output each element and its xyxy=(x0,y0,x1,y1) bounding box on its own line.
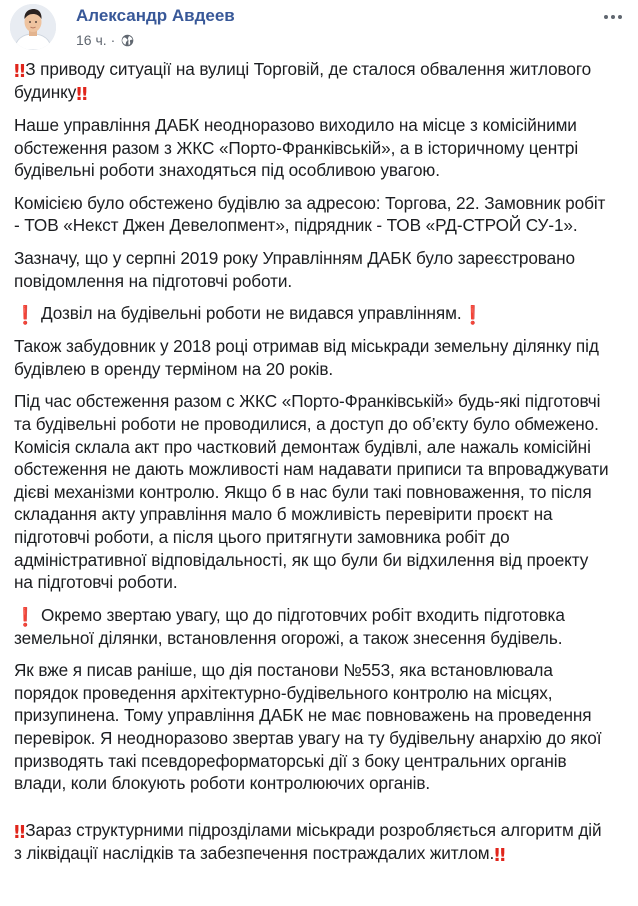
paragraph-resolution: Як вже я писав раніше, що дія постанови №553, яка встановлювала порядок проведення архітектурно-будівельного контролю на місцях, призупинена. Тому управління ДАБК не має повноважень на проведення перевірок. Я неодноразово звертав увагу на ту будівельну анархію до якої призводять такі псевдореформаторські дії з боку центральних органів влади, коли блокують роботи контролюючих органів. xyxy=(14,660,602,794)
paragraph-text: Зараз структурними підрозділами міськради розробляється алгоритм дій з ліквідації наслідків та забезпечення постраждалих житлом. xyxy=(14,819,602,863)
double-exclamation-icon: ‼ xyxy=(494,844,506,866)
double-exclamation-icon: ‼ xyxy=(76,84,88,105)
exclamation-icon: ❗ xyxy=(461,305,484,327)
post-timestamp[interactable]: 16 ч. xyxy=(76,32,107,48)
more-options-icon[interactable] xyxy=(600,8,626,26)
post-header xyxy=(10,4,628,56)
paragraph-preparatory xyxy=(14,604,610,650)
paragraph-text: З приводу ситуації на вулиці Торговій, де сталося обвалення житлового будинку xyxy=(14,59,592,102)
post-meta xyxy=(76,32,134,48)
paragraph-survey: Під час обстеження разом с ЖКС «Порто-Франківській» будь-які підготовчі та будівельні роботи не проводилися, а доступ до об’єкту було обмежено. Комісія склала акт про частковий демонтаж будівлі, але нажаль комісійні обстеження не дають можливості нам надавати приписи та впроваджувати дієві механізми контролю. Якщо б в нас були такі повноваження, то після складання акту управління мало б можливість перевірити проєкт на підготовчі роботи, а після цього притягнути замовника робіт до адміністративної відповідальності, як що були би відхилення від проекту на підготовчі роботи. xyxy=(14,391,609,593)
author-name[interactable]: Александр Авдеев xyxy=(76,6,235,25)
exclamation-icon: ❗ xyxy=(14,606,37,628)
paragraph-inspection: Наше управління ДАБК неодноразово виходило на місце з комісійними обстеження разом з ЖКС «Порто-Франківській», а в історичному центрі будівельні роботи знаходяться під особливою увагою. xyxy=(14,115,579,181)
double-exclamation-icon: ‼ xyxy=(14,821,26,843)
double-exclamation-icon: ‼ xyxy=(14,61,26,82)
paragraph-lease: Також забудовник у 2018 році отримав від міськради земельну ділянку під будівлею в оренду терміном на 20 років. xyxy=(14,336,599,379)
paragraph-text: Дозвіл на будівельні роботи не видався управлінням. xyxy=(41,303,462,324)
author-avatar[interactable] xyxy=(10,4,56,50)
exclamation-icon: ❗ xyxy=(14,305,37,327)
paragraph-registration: Зазначу, що у серпні 2019 року Управлінням ДАБК було зареєстровано повідомлення на підготовчі роботи. xyxy=(14,247,575,291)
post-text xyxy=(14,58,610,875)
paragraph-text: Окремо звертаю увагу, що до підготовчих робіт входить підготовка земельної ділянки, встановлення огорожі, а також знесення будівель. xyxy=(14,604,565,648)
avatar-image xyxy=(10,4,56,50)
globe-icon[interactable] xyxy=(121,34,134,47)
paragraph-algorithm xyxy=(14,819,610,865)
paragraph-permit xyxy=(14,302,610,325)
meta-separator: · xyxy=(110,32,116,48)
paragraph-commission: Комісією було обстежено будівлю за адресою: Торгова, 22. Замовник робіт - ТОВ «Некст Джен Девелопмент», підрядник - ТОВ «РД-СТРОЙ СУ-1». xyxy=(14,192,606,236)
paragraph-intro xyxy=(14,58,610,104)
